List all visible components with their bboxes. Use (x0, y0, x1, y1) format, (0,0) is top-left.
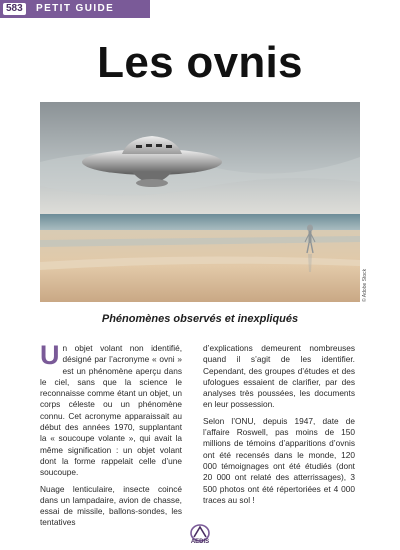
body-column-left (40, 340, 182, 534)
dropcap: U (40, 340, 60, 370)
ufo-beach-illustration (40, 102, 360, 302)
page-title: Les ovnis (97, 38, 303, 87)
paragraph: Selon l’ONU, depuis 1947, date de l’affaire Roswell, pas moins de 150 millions de témoins d’apparitions d’ovnis ont été recensés dans le monde, 120 000 témoignages ont été étudiés (dont 20 000 ont relaté des atterrissages), 3 500 photos ont été répertoriées et 4 000 traces au sol ! (203, 415, 355, 505)
guide-number-badge: 583 (3, 3, 26, 15)
publisher-logo-mark (178, 524, 222, 544)
body-column-right (203, 343, 355, 511)
publisher-name: AEDIS (190, 539, 210, 544)
paragraph: Nuage lenticulaire, insecte coincé dans un lampadaire, avion de chasse, essai de missile, ballons-sondes, les tentatives (40, 483, 182, 528)
series-label: PETIT GUIDE (36, 3, 115, 14)
series-band (0, 0, 150, 18)
paragraph-text: n objet volant non identifié, désigné par l’acronyme « ovni » est un phénomène aperçu dans le ciel, sans que la science le reconnaisse comme étant un objet, un corps céleste ou un phénomène connu. Cet acronyme apparaissait au début des années 1970, supplantant la « soucoupe volante », qui avait la même signification : un objet volant dont la forme rappelait celle d’une soucoupe. (40, 343, 182, 478)
publisher-logo (178, 524, 222, 544)
image-credit: © Adobe Stock (362, 268, 368, 302)
paragraph (40, 340, 182, 479)
paragraph: d’explications demeurent nombreuses quand il s’agit de les identifier. Cependant, des groupes d’études et des ufologues essaient de clarifier, par des analyses très poussées, les documents en leur possession. (203, 343, 355, 410)
subtitle: Phénomènes observés et inexpliqués (101, 313, 299, 325)
cover-image (40, 102, 360, 302)
